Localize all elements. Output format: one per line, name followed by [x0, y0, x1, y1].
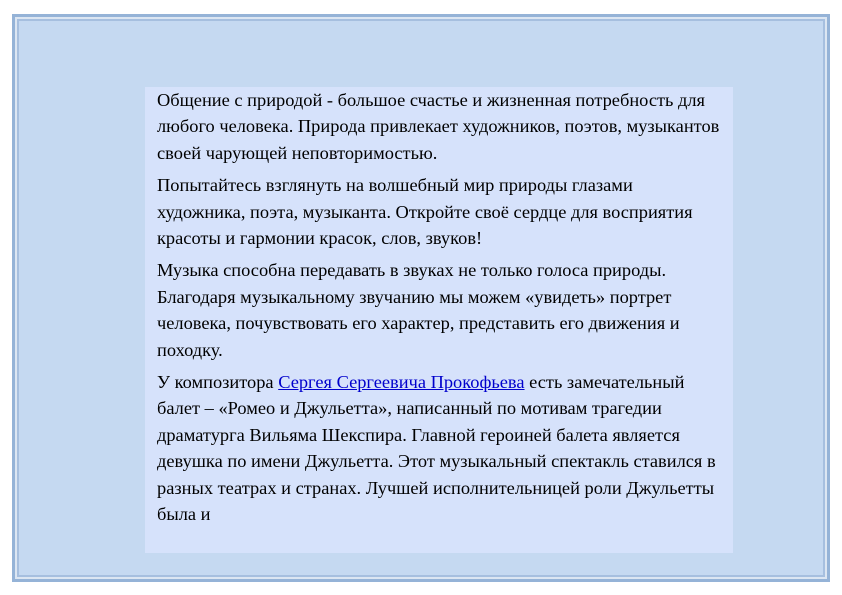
paragraph-music-sounds: Музыка способна передавать в звуках не только голоса природы. Благодаря музыкальному звучанию мы можем «увидеть» портрет человека, почувствовать его характер, представить его движения и походку.	[157, 260, 680, 360]
slide-frame	[12, 14, 830, 582]
paragraph-prokofiev-body: есть замечательный балет – «Ромео и Джульетта», написанный по мотивам трагедии драматурга Вильяма Шекспира. Главной героиней балета является девушка по имени Джульетта. Этот музыкальный спектакль ставился в разных театрах и странах. Лучшей исполнительницей роли Джульетты была и	[157, 372, 716, 525]
text-panel[interactable]	[145, 87, 733, 553]
prokofiev-link[interactable]: Сергея Сергеевича Прокофьева	[278, 372, 525, 393]
paragraph-look-at-nature: Попытайтесь взглянуть на волшебный мир природы глазами художника, поэта, музыканта. Откройте своё сердце для восприятия красоты и гармонии красок, слов, звуков!	[157, 175, 693, 249]
paragraph-prokofiev-intro: У композитора	[157, 372, 279, 393]
paragraph-nature-communication: Общение с природой - большое счастье и жизненная потребность для любого человека. Природа привлекает художников, поэтов, музыкантов своей чарующей неповторимостью.	[157, 90, 720, 163]
paragraph-prokofiev-ballet	[157, 369, 723, 527]
